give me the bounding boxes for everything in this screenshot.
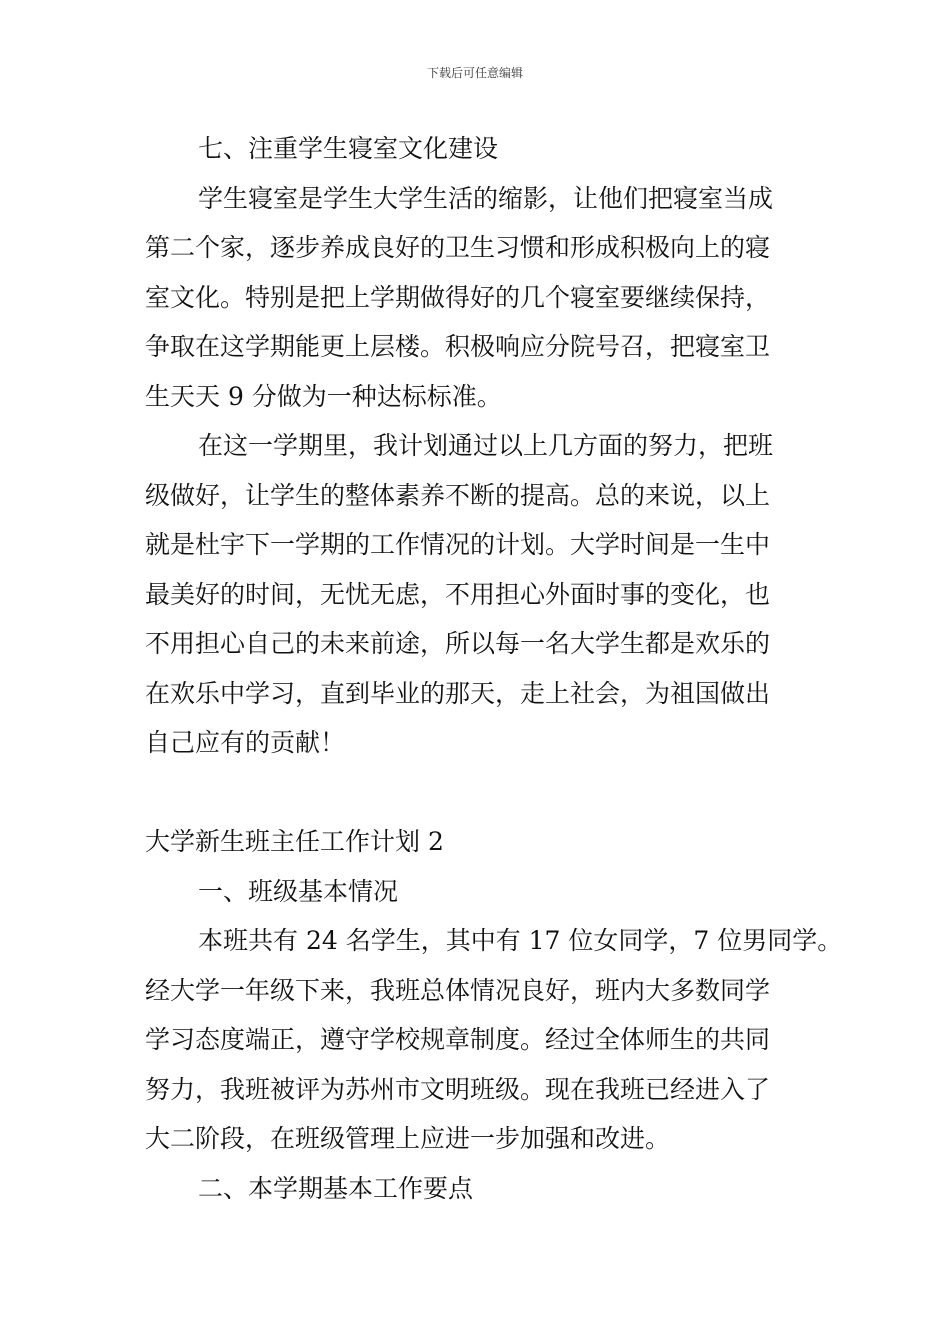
- text-line: 第二个家，逐步养成良好的卫生习惯和形成积极向上的寝: [145, 233, 771, 262]
- text-line: 七、注重学生寝室文化建设: [198, 134, 499, 163]
- text-line: 级做好，让学生的整体素养不断的提高。总的来说，以上: [145, 480, 771, 510]
- paragraph-gap: [145, 768, 807, 818]
- text-line: 一、班级基本情况: [198, 876, 399, 906]
- text-line: 自己应有的贡献！: [145, 728, 346, 757]
- text-line: 二、本学期基本工作要点: [198, 1173, 474, 1203]
- text-line: 最美好的时间，无忧无虑，不用担心外面时事的变化，也: [145, 579, 771, 609]
- text-line: 大学新生班主任工作计划 2: [145, 827, 444, 856]
- text-line: 经大学一年级下来，我班总体情况良好，班内大多数同学: [145, 975, 771, 1005]
- text-line: 学习态度端正，遵守学校规章制度。经过全体师生的共同: [145, 1025, 771, 1054]
- document-body: [145, 124, 843, 1213]
- text-line: 学生寝室是学生大学生活的缩影，让他们把寝室当成: [198, 183, 774, 213]
- text-line: 努力，我班被评为苏州市文明班级。现在我班已经进入了: [145, 1074, 771, 1104]
- text-line: 争取在这学期能更上层楼。积极响应分院号召，把寝室卫: [145, 332, 771, 361]
- text-line: 室文化。特别是把上学期做得好的几个寝室要继续保持，: [145, 282, 771, 312]
- text-line: 就是杜宇下一学期的工作情况的计划。大学时间是一生中: [145, 530, 771, 559]
- text-line: 不用担心自己的未来前途，所以每一名大学生都是欢乐的: [145, 629, 771, 658]
- text-line: 生天天 9 分做为一种达标标准。: [145, 381, 502, 411]
- page-header: 下载后可任意编辑: [426, 66, 523, 80]
- text-line: 本班共有 24 名学生，其中有 17 位女同学，7 位男同学。: [198, 926, 843, 955]
- text-line: 在欢乐中学习，直到毕业的那天，走上社会，为祖国做出: [145, 678, 771, 708]
- text-line: 大二阶段，在班级管理上应进一步加强和改进。: [145, 1124, 671, 1153]
- text-line: 在这一学期里，我计划通过以上几方面的努力，把班: [198, 431, 774, 460]
